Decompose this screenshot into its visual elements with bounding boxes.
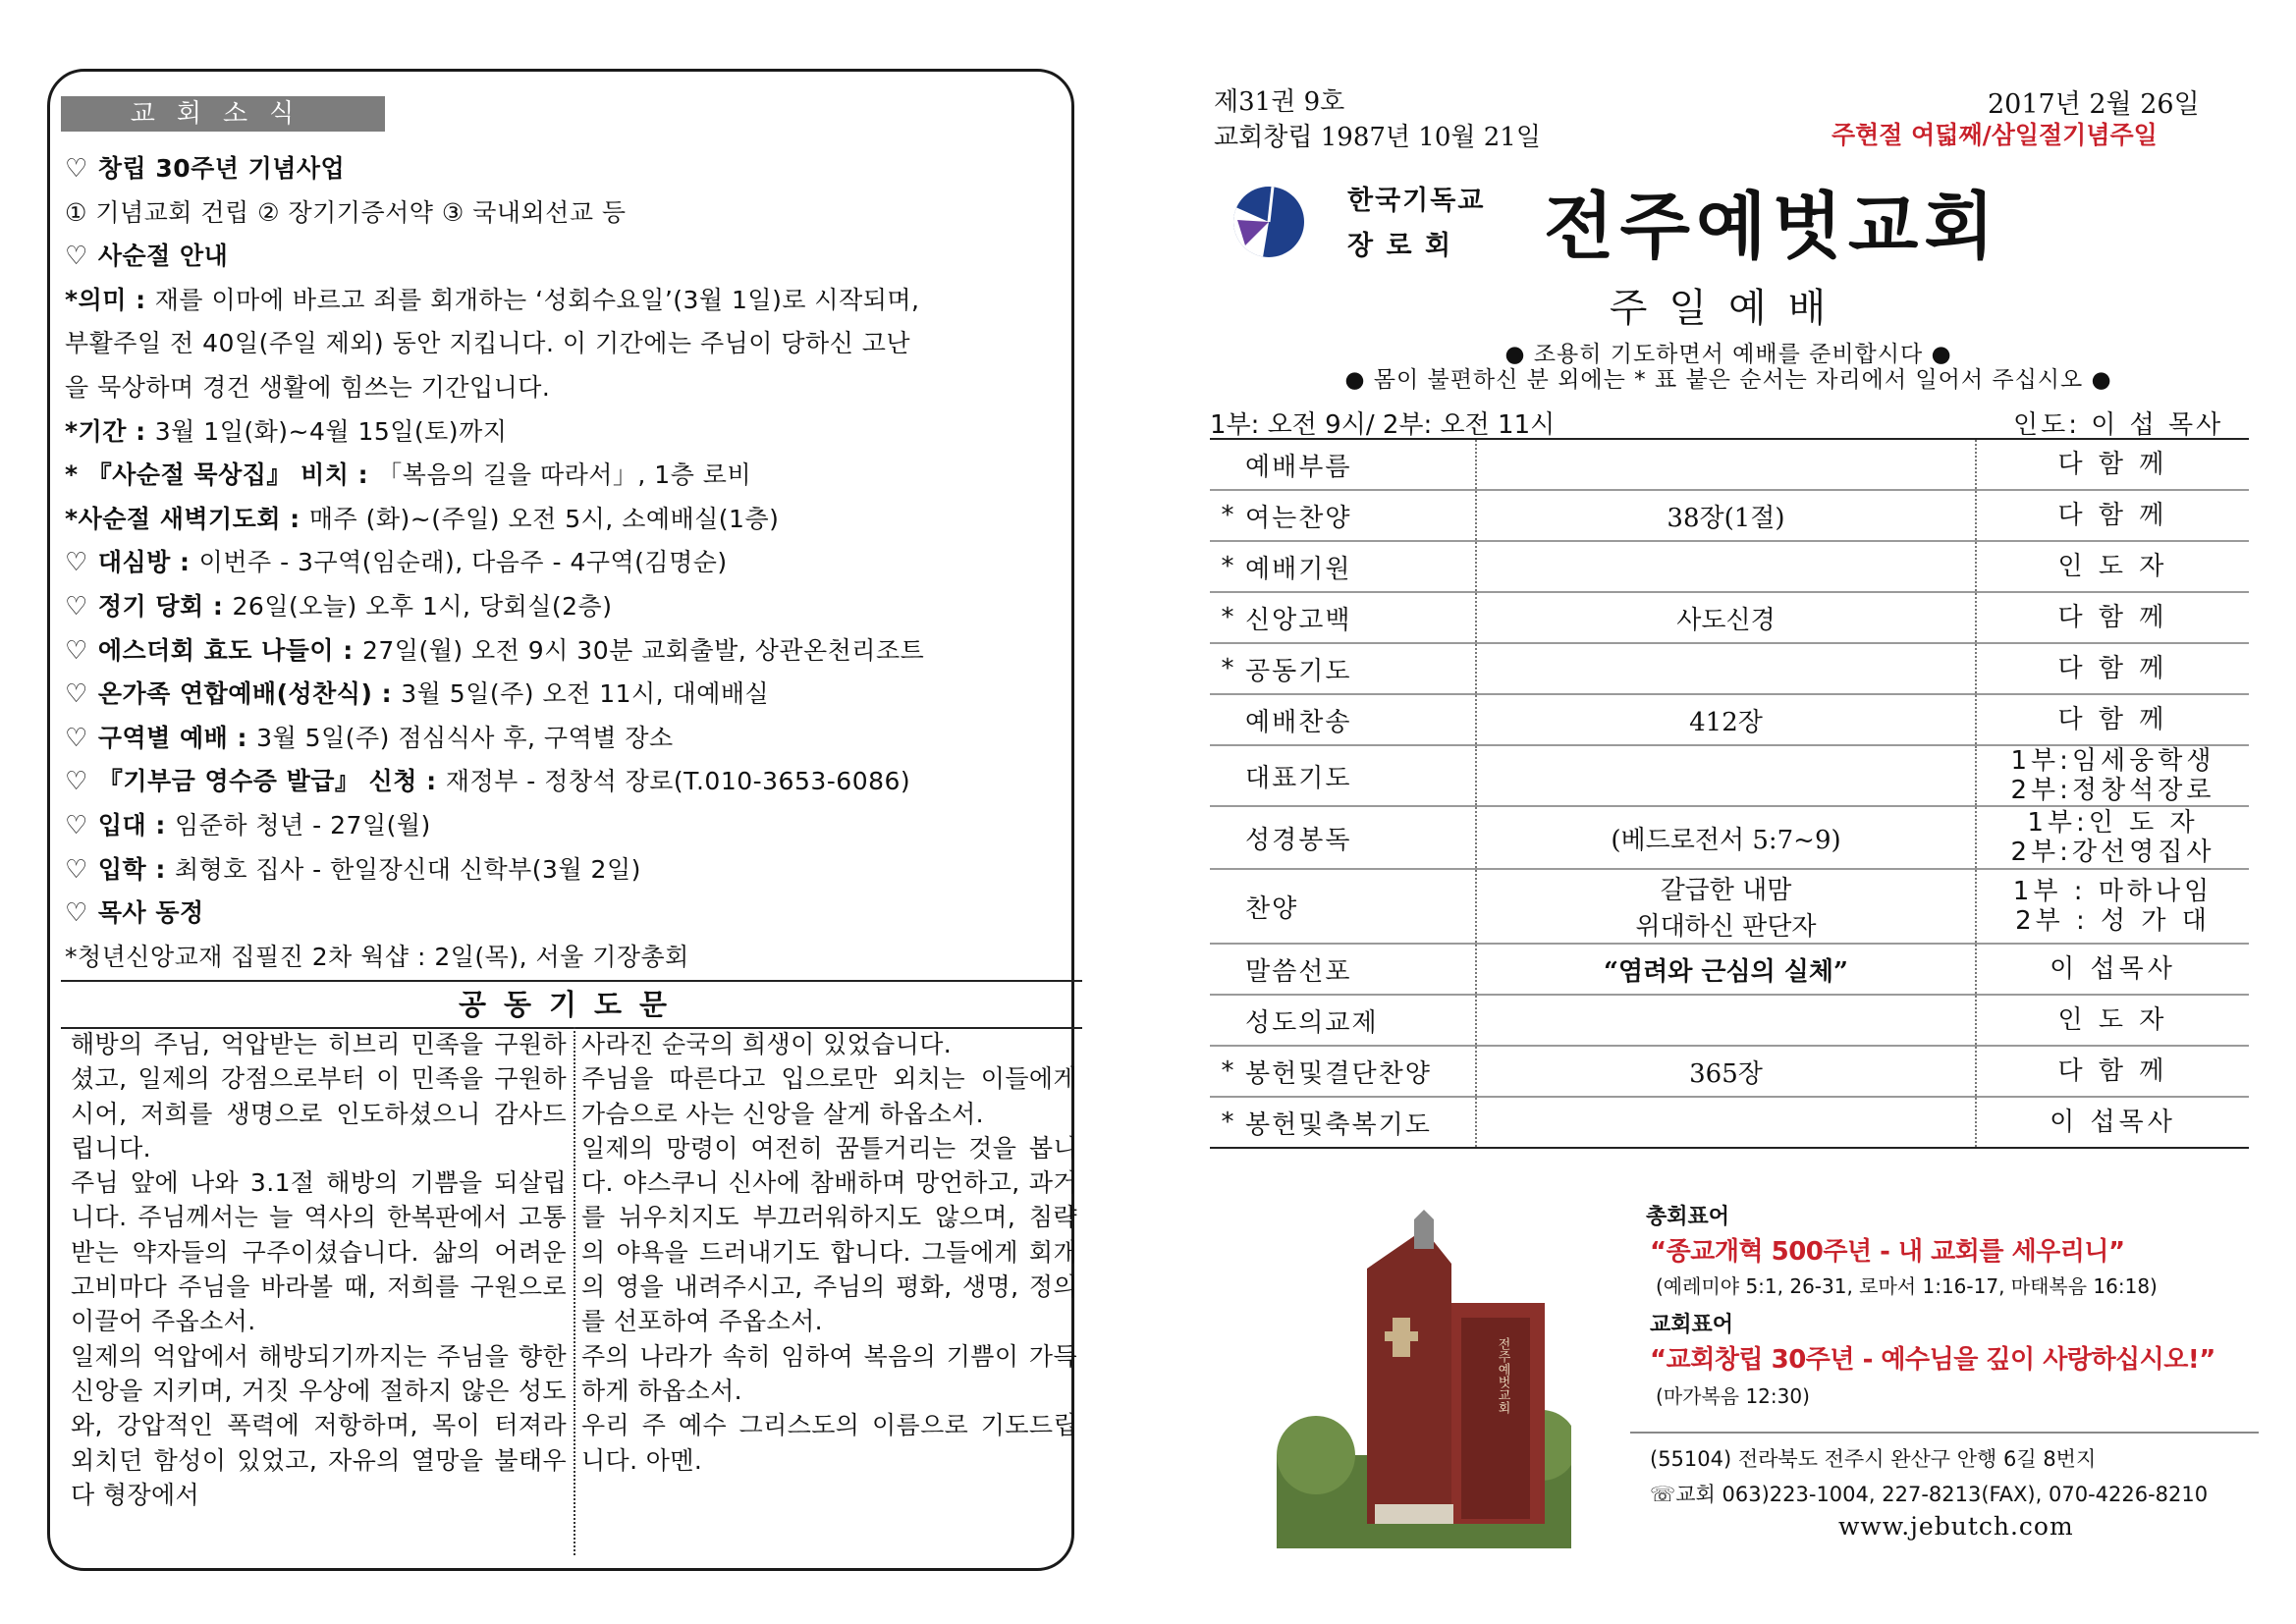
news-item-text: 최형호 집사 - 한일장신대 신학부(3월 2일) bbox=[175, 854, 641, 884]
order-content bbox=[1476, 541, 1976, 592]
order-item-text: 예배기원 bbox=[1245, 554, 1352, 584]
news-item-title: 사순절 안내 bbox=[97, 242, 229, 271]
order-person-text: 1부:인 도 자 bbox=[2027, 808, 2199, 838]
order-person-text: 2부 : 성 가 대 bbox=[2015, 906, 2211, 936]
prayer-paragraph: 사라진 순국의 희생이 있었습니다. bbox=[581, 1030, 953, 1058]
order-person bbox=[1976, 490, 2249, 541]
cross-window bbox=[1385, 1331, 1418, 1341]
heart-icon: ♡ bbox=[65, 548, 88, 578]
order-item-text: 대표기도 bbox=[1245, 763, 1352, 793]
news-item bbox=[65, 629, 1076, 674]
order-star bbox=[1210, 1097, 1245, 1148]
order-content-text: “염려와 근심의 실체” bbox=[1604, 956, 1848, 987]
order-person-text: 1부:임세웅학생 bbox=[2010, 746, 2215, 776]
order-row bbox=[1210, 592, 2249, 643]
news-item bbox=[65, 541, 1076, 585]
order-person bbox=[1976, 1046, 2249, 1097]
order-content bbox=[1476, 944, 1976, 995]
order-content-text: 365장 bbox=[1689, 1058, 1763, 1089]
order-content bbox=[1476, 1097, 1976, 1148]
heart-icon: ♡ bbox=[65, 635, 88, 666]
news-item-text: 3월 5일(주) 점심식사 후, 구역별 장소 bbox=[256, 723, 674, 752]
general-motto: “종교개혁 500주년 - 내 교회를 세우리니” bbox=[1650, 1237, 2125, 1267]
order-content bbox=[1476, 806, 1976, 869]
order-content-text: (베드로전서 5:7~9) bbox=[1611, 825, 1841, 855]
denomination-line-1: 한국기독교 bbox=[1347, 186, 1486, 216]
order-content-text: 위대하신 판단자 bbox=[1635, 912, 1817, 942]
prayer-paragraph: 해방의 주님, 억압받는 히브리 민족을 구원하셨고, 일제의 강점으로부터 이 민족을 구원하시어, 저희를 생명으로 인도하셨으니 감사드립니다. bbox=[71, 1030, 567, 1163]
news-item bbox=[65, 848, 1076, 893]
prayer-title: 공동기도문 bbox=[458, 988, 685, 1021]
general-motto-reference: (예레미야 5:1, 26-31, 로마서 1:16-17, 마태복음 16:18) bbox=[1656, 1274, 2158, 1298]
order-star-text: * bbox=[1221, 654, 1234, 683]
order-person bbox=[1976, 944, 2249, 995]
news-item-text: 재를 이마에 바르고 죄를 회개하는 ‘성회수요일’(3월 1일)로 시작되며, bbox=[154, 285, 920, 314]
order-item-text: 봉헌및결단찬양 bbox=[1245, 1058, 1432, 1089]
church-website[interactable]: www.jebutch.com bbox=[1838, 1512, 2074, 1541]
news-item-text: 을 묵상하며 경건 생활에 힘쓰는 기간입니다. bbox=[65, 372, 551, 402]
service-leader: 인도: 이 섭 목사 bbox=[2013, 410, 2224, 440]
order-item-text: 성도의교제 bbox=[1245, 1007, 1379, 1038]
order-item bbox=[1245, 995, 1476, 1046]
news-item bbox=[65, 191, 1076, 236]
order-person-text: 1부 : 마하나임 bbox=[2012, 877, 2214, 906]
order-person-text: 2부:정창석장로 bbox=[2010, 776, 2215, 805]
news-item-title: 에스더회 효도 나들이 : bbox=[97, 635, 362, 665]
news-item bbox=[65, 235, 1076, 279]
news-item-text: 부활주일 전 40일(주일 제외) 동안 지킵니다. 이 기간에는 주님이 당하신 고난 bbox=[65, 329, 911, 358]
news-item-text: 「복음의 길을 따라서」, 1층 로비 bbox=[377, 460, 752, 490]
order-star bbox=[1210, 745, 1245, 806]
news-header: 교회소식 bbox=[61, 96, 385, 132]
order-star bbox=[1210, 995, 1245, 1046]
order-person-text: 다 함 께 bbox=[2057, 450, 2168, 479]
order-person bbox=[1976, 643, 2249, 694]
prayer-column-left bbox=[71, 1027, 567, 1512]
news-item-text: 재정부 - 정창석 장로(T.010-3653-6086) bbox=[445, 767, 911, 796]
order-item bbox=[1245, 869, 1476, 944]
church-motto: “교회창립 30주년 - 예수님을 깊이 사랑하십시오!” bbox=[1650, 1345, 2215, 1375]
order-star-text: * bbox=[1221, 603, 1234, 632]
divider bbox=[1630, 1432, 2259, 1434]
order-row bbox=[1210, 745, 2249, 806]
church-building-image bbox=[1277, 1210, 1571, 1548]
order-person-text: 다 함 께 bbox=[2057, 705, 2168, 734]
news-item-title: 대심방 : bbox=[97, 548, 199, 577]
news-item bbox=[65, 147, 1076, 191]
divider bbox=[61, 980, 1082, 982]
order-content bbox=[1476, 995, 1976, 1046]
news-item-title: * 『사순절 묵상집』 비치 : bbox=[65, 460, 378, 490]
order-person-text: 다 함 께 bbox=[2057, 1056, 2168, 1086]
news-item bbox=[65, 760, 1076, 804]
church-entrance bbox=[1375, 1504, 1453, 1524]
order-person-text: 이 섭목사 bbox=[2050, 1108, 2176, 1137]
order-person-text: 다 함 께 bbox=[2057, 501, 2168, 530]
church-address: (55104) 전라북도 전주시 완산구 안행 6길 8번지 bbox=[1650, 1447, 2097, 1471]
notice-stand: ● 몸이 불편하신 분 외에는 * 표 붙은 순서는 자리에서 일어서 주십시오 ● bbox=[1344, 367, 2112, 393]
news-item-text: ① 기념교회 건립 ② 장기기증서약 ③ 국내외선교 등 bbox=[65, 197, 627, 227]
order-item bbox=[1245, 439, 1476, 490]
church-phone: ☏교회 063)223-1004, 227-8213(FAX), 070-4226-8210 bbox=[1650, 1483, 2209, 1506]
founding-date: 교회창립 1987년 10월 21일 bbox=[1214, 123, 1541, 152]
news-item-text: 이번주 - 3구역(임순래), 다음주 - 4구역(김명순) bbox=[198, 548, 728, 577]
news-item-title: 구역별 예배 : bbox=[97, 723, 257, 752]
order-person bbox=[1976, 869, 2249, 944]
order-star-text: * bbox=[1221, 552, 1234, 581]
order-item bbox=[1245, 490, 1476, 541]
order-person-text: 2부:강선영집사 bbox=[2010, 838, 2215, 867]
order-star bbox=[1210, 490, 1245, 541]
order-star bbox=[1210, 944, 1245, 995]
denomination-line-2: 장 로 회 bbox=[1347, 231, 1453, 261]
news-list bbox=[65, 147, 1076, 979]
news-item bbox=[65, 936, 1076, 980]
order-item bbox=[1245, 1097, 1476, 1148]
news-item bbox=[65, 366, 1076, 410]
order-item bbox=[1245, 944, 1476, 995]
order-person bbox=[1976, 995, 2249, 1046]
order-item bbox=[1245, 694, 1476, 745]
order-row bbox=[1210, 694, 2249, 745]
news-item-text: 26일(오늘) 오후 1시, 당회실(2층) bbox=[232, 591, 613, 621]
order-content bbox=[1476, 439, 1976, 490]
heart-icon: ♡ bbox=[65, 591, 88, 622]
order-person-text: 인 도 자 bbox=[2057, 552, 2168, 581]
order-content bbox=[1476, 694, 1976, 745]
order-person bbox=[1976, 806, 2249, 869]
order-row bbox=[1210, 806, 2249, 869]
order-item-text: 말씀선포 bbox=[1245, 956, 1352, 987]
order-item bbox=[1245, 541, 1476, 592]
prayer-paragraph: 일제의 망령이 여전히 꿈틀거리는 것을 봅니다. 야스쿠니 신사에 참배하며 망언하고, 과거를 뉘우치지도 부끄러워하지도 않으며, 침략의 야욕을 드러내기도 합니다. 그들에게 회개의 영을 내려주시고, 주님의 평화, 생명, 정의를 선포하여 주옵소서. bbox=[581, 1133, 1077, 1336]
order-content bbox=[1476, 643, 1976, 694]
order-star bbox=[1210, 694, 1245, 745]
news-item-text: 매주 (화)~(주일) 오전 5시, 소예배실(1층) bbox=[308, 504, 780, 533]
order-item bbox=[1245, 592, 1476, 643]
tree-foliage bbox=[1277, 1416, 1355, 1494]
news-item-text: 3월 5일(주) 오전 11시, 대예배실 bbox=[401, 679, 770, 709]
news-item bbox=[65, 892, 1076, 936]
order-of-worship bbox=[1210, 438, 2249, 1149]
news-item-title: 『기부금 영수증 발급』 신청 : bbox=[97, 767, 446, 796]
order-content-text: 갈급한 내맘 bbox=[1660, 876, 1792, 905]
order-item-text: 찬양 bbox=[1245, 893, 1299, 924]
order-row bbox=[1210, 439, 2249, 490]
service-times: 1부: 오전 9시/ 2부: 오전 11시 bbox=[1210, 410, 1556, 440]
order-row bbox=[1210, 643, 2249, 694]
order-item-text: 여는찬양 bbox=[1245, 503, 1352, 533]
order-row bbox=[1210, 1046, 2249, 1097]
heart-icon: ♡ bbox=[65, 810, 88, 840]
news-item-title: 정기 당회 : bbox=[97, 591, 233, 621]
order-content bbox=[1476, 592, 1976, 643]
order-item bbox=[1245, 1046, 1476, 1097]
order-person-text: 다 함 께 bbox=[2057, 654, 2168, 683]
order-person bbox=[1976, 592, 2249, 643]
order-person bbox=[1976, 745, 2249, 806]
heart-icon: ♡ bbox=[65, 723, 88, 753]
building-sign: 전주예벗교회 bbox=[1495, 1337, 1510, 1414]
order-content bbox=[1476, 490, 1976, 541]
order-star bbox=[1210, 869, 1245, 944]
order-item bbox=[1245, 745, 1476, 806]
order-star bbox=[1210, 541, 1245, 592]
order-person-text: 인 도 자 bbox=[2057, 1005, 2168, 1035]
prayer-paragraph: 주님을 따른다고 입으로만 외치는 이들에게 가슴으로 사는 신앙을 살게 하옵소서. bbox=[581, 1064, 1077, 1128]
order-row bbox=[1210, 995, 2249, 1046]
order-person bbox=[1976, 541, 2249, 592]
order-star-text: * bbox=[1221, 1108, 1234, 1137]
news-item bbox=[65, 717, 1076, 761]
news-item-title: 입대 : bbox=[97, 810, 176, 839]
order-content bbox=[1476, 745, 1976, 806]
news-item-title: 목사 동정 bbox=[97, 898, 204, 928]
prayer-paragraph: 우리 주 예수 그리스도의 이름으로 기도드립니다. 아멘. bbox=[581, 1411, 1077, 1475]
prayer-column-right bbox=[581, 1027, 1077, 1478]
order-star bbox=[1210, 806, 1245, 869]
worship-title: 주일예배 bbox=[1609, 286, 1848, 331]
order-star bbox=[1210, 439, 1245, 490]
prayer-paragraph: 일제의 억압에서 해방되기까지는 주님을 향한 신앙을 지키며, 거짓 우상에 절하지 않은 성도와, 강압적인 폭력에 저항하며, 목이 터져라 외치던 함성이 있었고, 자유의 열망을 불태우다 형장에서 bbox=[71, 1341, 567, 1509]
order-item bbox=[1245, 643, 1476, 694]
order-item bbox=[1245, 806, 1476, 869]
news-item-title: 입학 : bbox=[97, 854, 176, 884]
news-item-text: *청년신앙교재 집필진 2차 웍샵 : 2일(목), 서울 기장총회 bbox=[65, 942, 689, 971]
heart-icon: ♡ bbox=[65, 154, 88, 184]
news-item bbox=[65, 585, 1076, 629]
order-person bbox=[1976, 439, 2249, 490]
news-item-text: 3월 1일(화)~4월 15일(토)까지 bbox=[154, 416, 508, 446]
order-item-text: 성경봉독 bbox=[1245, 825, 1352, 855]
volume-number: 제31권 9호 bbox=[1214, 87, 1345, 117]
liturgical-week: 주현절 여덟째/삼일절기념주일 bbox=[1831, 121, 2158, 149]
order-content-text: 38장(1절) bbox=[1667, 503, 1785, 533]
prayer-paragraph: 주님 앞에 나와 3.1절 해방의 기쁨을 되살립니다. 주님께서는 늘 역사의 한복판에서 고통받는 약자들의 구주이셨습니다. 삶의 어려운 고비마다 주님을 바라볼 때, 저희를 구원으로 이끌어 주옵소서. bbox=[71, 1168, 567, 1336]
news-item-text: 임준하 청년 - 27일(월) bbox=[175, 810, 431, 839]
order-star bbox=[1210, 1046, 1245, 1097]
news-item-title: *기간 : bbox=[65, 416, 155, 446]
order-row bbox=[1210, 541, 2249, 592]
order-content-text: 412장 bbox=[1689, 707, 1763, 737]
church-logo-icon bbox=[1233, 187, 1304, 257]
order-row bbox=[1210, 490, 2249, 541]
order-content bbox=[1476, 869, 1976, 944]
church-name: 전주예벗교회 bbox=[1544, 185, 2000, 269]
order-item-text: 봉헌및축복기도 bbox=[1245, 1110, 1432, 1140]
prayer-paragraph: 주의 나라가 속히 임하여 복음의 기쁨이 가득하게 하옵소서. bbox=[581, 1341, 1077, 1405]
column-divider bbox=[574, 1027, 575, 1555]
church-motto-reference: (마가복음 12:30) bbox=[1656, 1384, 1810, 1408]
news-item bbox=[65, 498, 1076, 542]
order-item-text: 공동기도 bbox=[1245, 656, 1352, 686]
heart-icon: ♡ bbox=[65, 242, 88, 272]
order-person-text: 다 함 께 bbox=[2057, 603, 2168, 632]
order-content-text: 사도신경 bbox=[1676, 605, 1776, 635]
church-tower bbox=[1367, 1229, 1451, 1524]
order-star bbox=[1210, 592, 1245, 643]
order-item-text: 신앙고백 bbox=[1245, 605, 1352, 635]
order-row bbox=[1210, 944, 2249, 995]
order-star-text: * bbox=[1221, 1056, 1234, 1086]
news-item bbox=[65, 410, 1076, 455]
news-item bbox=[65, 804, 1076, 848]
order-person-text: 이 섭목사 bbox=[2050, 954, 2176, 984]
heart-icon: ♡ bbox=[65, 679, 88, 710]
heart-icon: ♡ bbox=[65, 898, 88, 929]
news-item bbox=[65, 454, 1076, 498]
order-star-text: * bbox=[1221, 501, 1234, 530]
bell-tower bbox=[1414, 1210, 1434, 1249]
order-row bbox=[1210, 869, 2249, 944]
general-motto-label: 총회표어 bbox=[1646, 1205, 1730, 1229]
heart-icon: ♡ bbox=[65, 854, 88, 885]
order-content bbox=[1476, 1046, 1976, 1097]
order-row bbox=[1210, 1097, 2249, 1148]
bulletin-volume bbox=[1214, 84, 1541, 155]
order-item-text: 예배부름 bbox=[1245, 452, 1352, 482]
news-item-title: 창립 30주년 기념사업 bbox=[97, 154, 346, 183]
news-item bbox=[65, 322, 1076, 366]
order-person bbox=[1976, 694, 2249, 745]
news-item bbox=[65, 673, 1076, 717]
notice-prepare: ● 조용히 기도하면서 예배를 준비합시다 ● bbox=[1504, 342, 1952, 367]
order-item-text: 예배찬송 bbox=[1245, 707, 1352, 737]
news-item-text: 27일(월) 오전 9시 30분 교회출발, 상관온천리조트 bbox=[361, 635, 925, 665]
news-item-title: *의미 : bbox=[65, 285, 155, 314]
order-person bbox=[1976, 1097, 2249, 1148]
news-item-title: *사순절 새벽기도회 : bbox=[65, 504, 309, 533]
order-star bbox=[1210, 643, 1245, 694]
news-item bbox=[65, 279, 1076, 323]
news-item-title: 온가족 연합예배(성찬식) : bbox=[97, 679, 402, 709]
bulletin-date: 2017년 2월 26일 bbox=[1988, 89, 2200, 120]
denomination bbox=[1347, 179, 1485, 269]
church-motto-label: 교회표어 bbox=[1650, 1313, 1734, 1337]
heart-icon: ♡ bbox=[65, 767, 88, 797]
